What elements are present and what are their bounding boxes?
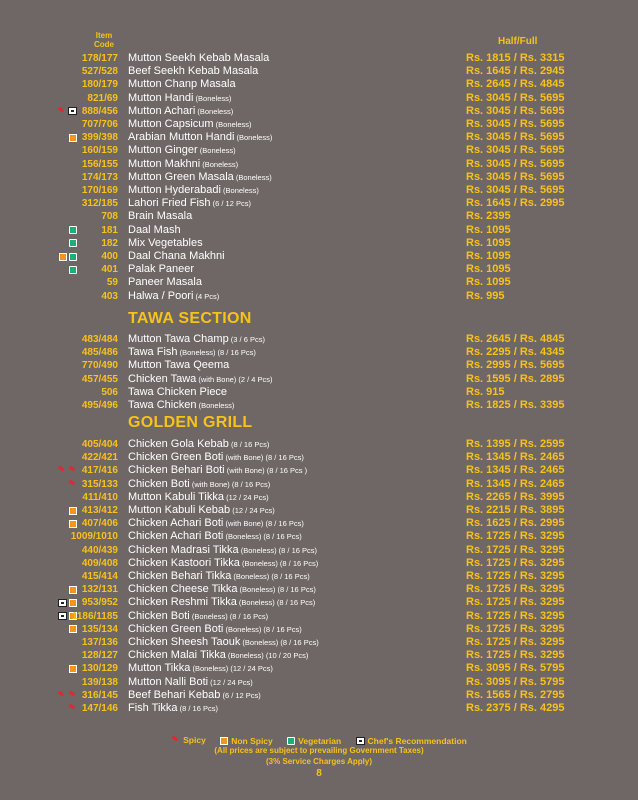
item-name-text: Mutton Capsicum [128,118,214,130]
half-full-header: Half/Full [498,36,538,47]
item-name [128,276,202,289]
item-name [128,504,275,517]
item-name [128,491,269,504]
item-name-text: Mutton Seekh Kebab Masala [128,52,270,64]
item-price: Rs. 2645 / Rs. 4845 [466,333,565,345]
item-code: 132/131 [81,584,118,596]
item-code-header [80,31,128,49]
item-name [128,662,273,675]
item-name-text: Mix Vegetables [128,236,203,249]
item-price: Rs. 1625 / Rs. 2995 [466,517,565,530]
item-name [128,131,272,144]
item-price: Rs. 3045 / Rs. 5695 [466,184,565,196]
item-price: Rs. 995 [466,289,505,302]
menu-item-row [0,689,638,702]
item-price: Rs. 1825 / Rs. 3395 [466,399,565,411]
item-name-text: Chicken Boti [128,609,190,622]
legend-nonspicy [220,736,273,746]
item-name [128,636,319,649]
item-detail: (12 / 24 Pcs) [208,677,253,687]
item-price: Rs. 1725 / Rs. 3295 [466,543,565,556]
item-detail: (Boneless) (8 / 16 Pcs) [240,638,319,647]
item-price: Rs. 1345 / Rs. 2465 [466,464,565,477]
item-name-text: Fish Tikka [128,702,178,714]
item-name-text: Mutton Tawa Champ [128,333,229,345]
item-price: Rs. 1815 / Rs. 3315 [466,52,565,64]
item-detail: (8 / 16 Pcs) [228,440,270,449]
item-price: Rs. 1645 / Rs. 2995 [466,197,565,210]
item-price: Rs. 2645 / Rs. 4845 [466,78,565,91]
item-name [128,596,315,609]
menu-item-row [0,610,638,623]
item-name-text: Chicken Tawa [128,372,197,385]
page-number: 8 [316,768,322,779]
item-price: Rs. 3045 / Rs. 5695 [466,131,565,144]
menu-item-row [0,623,638,636]
item-price: Rs. 1095 [466,236,511,249]
item-name [128,65,258,78]
item-price: Rs. 3045 / Rs. 5695 [466,170,565,183]
item-name-text: Beef Behari Kebab [128,688,221,701]
item-name [128,530,302,543]
item-name [128,158,238,171]
item-code: 170/169 [81,185,118,196]
item-name-text: Halwa / Poori [128,289,194,302]
menu-item-row [0,530,638,543]
item-price: Rs. 1725 / Rs. 3295 [466,596,565,609]
item-code: 707/706 [81,119,118,130]
item-name-text: Mutton Chanp Masala [128,78,236,91]
item-code: 770/490 [81,360,118,372]
section-title: GOLDEN GRILL [128,414,253,431]
chef-hat-icon [356,737,365,745]
item-price: Rs. 2995 / Rs. 5695 [466,359,565,372]
item-code: 180/179 [81,79,118,91]
item-code: 405/404 [81,439,118,450]
item-name-text: Lahori Fried Fish [128,197,211,210]
legend-spicy-label: Spicy [183,735,206,745]
item-name [128,171,272,184]
item-code: 457/455 [81,373,118,385]
menu-item-row [0,662,638,675]
item-code: 953/952 [81,597,118,609]
item-detail: (with Bone) (8 / 16 Pcs) [223,453,304,463]
item-code: 135/134 [81,623,118,635]
item-code: 506 [101,386,118,398]
item-code: 1009/1010 [70,531,118,543]
item-code: 128/127 [81,650,118,662]
item-name-text: Mutton Handi [128,91,194,104]
item-name-text: Chicken Boti [128,477,190,490]
item-name [128,197,251,210]
menu-item-row [0,504,638,517]
item-name-text: Chicken Sheesh Taouk [128,636,241,648]
item-price: Rs. 915 [466,385,505,398]
item-price: Rs. 1645 / Rs. 2945 [466,65,565,78]
item-name-text: Mutton Makhni [128,157,201,170]
item-name-text: Mutton Achari [128,104,196,117]
menu-item-row [0,544,638,557]
item-detail: (Boneless) [196,401,235,410]
legend [0,735,638,747]
item-detail: (6 / 12 Pcs) [220,690,261,700]
menu-item-row [0,491,638,504]
item-name-text: Tawa Chicken [128,399,197,411]
item-name [128,623,302,636]
item-code-label-line1: Item [95,31,113,40]
item-price: Rs. 1595 / Rs. 2895 [466,372,565,385]
menu-item-row [0,373,638,386]
item-price: Rs. 3095 / Rs. 5795 [466,662,565,675]
menu-item-row [0,118,638,131]
item-detail: (Boneless) [233,172,272,182]
menu-item-row [0,105,638,118]
item-name [128,544,317,557]
item-code: 59 [106,277,118,289]
menu-item-row [0,596,638,609]
item-price: Rs. 1345 / Rs. 2465 [466,477,565,490]
item-name-text: Chicken Achari Boti [128,530,224,543]
item-detail: (Boneless) (8 / 16 Pcs) [231,572,310,581]
item-name [128,689,261,702]
item-price: Rs. 1345 / Rs. 2465 [466,451,565,464]
item-price: Rs. 3095 / Rs. 5795 [466,675,565,688]
item-price: Rs. 2375 / Rs. 4295 [466,702,565,714]
item-name-text: Daal Mash [128,223,181,236]
item-code: 130/129 [81,663,118,675]
tax-note: (All prices are subject to prevailing Government Taxes) [214,746,424,755]
menu-item-row [0,237,638,250]
item-code: 1186/1185 [71,610,118,622]
item-detail: (3 / 6 Pcs) [228,335,265,344]
item-name [128,78,236,91]
item-name-text: Chicken Gola Kebab [128,438,229,450]
item-code: 403 [101,290,118,302]
item-code: 147/146 [81,703,118,714]
item-name [128,333,265,346]
item-price: Rs. 1725 / Rs. 3295 [466,636,565,648]
item-name [128,451,304,464]
legend-chef-label: Chef's Recommendation [367,735,467,746]
item-name-text: Beef Seekh Kebab Masala [128,65,259,78]
item-price: Rs. 1095 [466,276,511,289]
item-price: Rs. 1725 / Rs. 3295 [466,622,565,635]
item-name [128,464,307,477]
item-code: 401 [101,264,118,276]
item-name-text: Arabian Mutton Handi [128,131,235,144]
menu-item-row [0,92,638,105]
vegetarian-icon [287,737,295,745]
menu-item-row [0,276,638,289]
item-name-text: Chicken Reshmi Tikka [128,596,237,609]
menu-item-row [0,583,638,596]
item-price: Rs. 1095 [466,263,511,276]
item-name [128,359,229,372]
item-name [128,237,203,250]
item-code: 315/133 [81,478,118,490]
item-name-text: Chicken Green Boti [128,451,224,464]
item-name-text: Chicken Kastoori Tikka [128,556,240,569]
item-name [128,263,194,276]
item-code: 312/185 [81,198,118,210]
legend-veg-label: Vegetarian [298,735,342,746]
item-price: Rs. 2265 / Rs. 3995 [466,490,565,503]
item-price: Rs. 3045 / Rs. 5695 [466,91,565,104]
menu-item-row [0,517,638,530]
item-name-text: Chicken Malai Tikka [128,649,226,662]
item-price: Rs. 1725 / Rs. 3295 [466,609,565,622]
item-detail: (Boneless) [234,133,273,143]
item-price: Rs. 2295 / Rs. 4345 [466,346,565,359]
item-name [128,649,308,662]
item-detail: (Boneless) (8 / 16 Pcs) [189,611,269,621]
item-name [128,118,252,131]
item-name [128,290,219,303]
item-name-text: Mutton Kabuli Kebab [128,504,231,516]
item-name-text: Chicken Achari Boti [128,517,224,530]
item-code: 527/528 [81,66,118,78]
legend-chef [356,736,467,746]
menu-item-row [0,224,638,237]
item-price: Rs. 3045 / Rs. 5695 [466,118,565,130]
menu-item-row [0,52,638,65]
item-name [128,583,316,596]
item-detail: (Boneless) (8 / 16 Pcs) [177,348,256,358]
service-note: (3% Service Charges Apply) [266,757,372,766]
item-detail: (with Bone) (8 / 16 Pcs) [223,519,304,529]
menu-item-row [0,359,638,372]
item-price: Rs. 1725 / Rs. 3295 [466,583,565,596]
item-detail: (6 / 12 Pcs) [210,199,251,209]
item-code: 156/155 [81,158,118,170]
menu-item-row [0,197,638,210]
item-name-text: Mutton Hyderabadi [128,184,221,196]
menu-item-row [0,158,638,171]
menu-item-row [0,210,638,223]
item-code: 415/414 [81,571,118,582]
item-name [128,224,181,237]
menu-item-row [0,171,638,184]
legend-nonspicy-label: Non Spicy [231,735,273,746]
item-code: 422/421 [81,452,118,464]
item-price: Rs. 1725 / Rs. 3295 [466,649,565,662]
item-detail: (with Bone) (8 / 16 Pcs ) [224,466,308,476]
item-code: 483/484 [81,334,118,345]
menu-item-row [0,346,638,359]
item-code: 888/456 [81,105,118,117]
item-code: 316/145 [81,689,118,701]
item-detail: (8 / 16 Pcs) [177,704,218,713]
legend-veg [287,736,341,746]
item-price: Rs. 3045 / Rs. 5695 [466,157,565,170]
item-detail: (Boneless) (8 / 16 Pcs) [237,585,316,595]
item-name-text: Tawa Chicken Piece [128,385,228,398]
menu-item-row [0,557,638,570]
menu-item-row [0,438,638,451]
item-name-text: Mutton Kabuli Tikka [128,490,224,503]
item-code: 174/173 [81,171,118,183]
item-detail: (12 / 24 Pcs) [224,492,269,502]
menu-item-row [0,290,638,303]
item-code: 178/177 [81,53,118,64]
item-code: 495/496 [81,400,118,411]
legend-spicy [171,735,206,745]
menu-item-row [0,464,638,477]
item-code: 139/138 [81,676,118,688]
menu-item-row [0,333,638,346]
item-name-text: Palak Paneer [128,263,195,276]
item-code: 137/136 [81,637,118,648]
item-name-text: Mutton Tawa Qeema [128,359,230,372]
item-name-text: Daal Chana Makhni [128,250,225,262]
menu-item-row [0,636,638,649]
item-price: Rs. 2395 [466,210,511,223]
menu-item-row [0,65,638,78]
item-name-text: Mutton Green Masala [128,170,234,183]
item-name [128,610,268,623]
menu-item-row [0,78,638,91]
menu-item-row [0,184,638,197]
item-name [128,52,269,65]
menu-item-row [0,451,638,464]
item-name [128,105,233,118]
item-price: Rs. 1725 / Rs. 3295 [466,530,565,543]
section-title: TAWA SECTION [128,310,252,327]
item-detail: (Boneless) (8 / 16 Pcs) [239,558,319,568]
item-code: 417/416 [81,465,118,477]
chili-icon [171,736,180,745]
item-detail: (Boneless) (10 / 20 Pcs) [225,651,309,661]
item-code: 182 [101,237,118,249]
menu-item-row [0,131,638,144]
item-code: 409/408 [81,557,118,569]
item-name-text: Chicken Madrasi Tikka [128,543,239,556]
item-code: 411/410 [82,491,118,503]
item-detail: (4 Pcs) [193,291,220,301]
menu-item-row [0,386,638,399]
item-detail: (Boneless) [197,146,236,156]
item-code: 181 [101,224,118,236]
item-code: 400 [101,251,118,262]
item-detail: (Boneless) (8 / 16 Pcs) [236,598,316,608]
item-name-text: Brain Masala [128,210,193,223]
menu-item-row [0,649,638,662]
item-name [128,184,259,197]
item-name [128,250,225,263]
item-detail: (Boneless) (8 / 16 Pcs) [238,545,318,555]
menu-item-row [0,399,638,412]
item-detail: (Boneless) (8 / 16 Pcs) [223,532,302,542]
item-name [128,210,192,223]
item-code: 413/412 [81,505,118,516]
item-name-text: Chicken Behari Tikka [128,570,232,582]
item-name-text: Tawa Fish [128,346,178,359]
item-name [128,346,256,359]
item-name-text: Chicken Green Boti [128,622,224,635]
item-price: Rs. 1095 [466,250,511,262]
item-detail: (Boneless) [220,186,259,195]
item-price: Rs. 1095 [466,223,511,236]
item-price: Rs. 2215 / Rs. 3895 [466,504,565,516]
item-detail: (Boneless) (8 / 16 Pcs) [223,624,302,634]
item-name [128,557,318,570]
menu-item-row [0,478,638,491]
item-detail: (with Bone) (8 / 16 Pcs) [189,479,271,489]
item-code: 485/486 [81,347,118,359]
item-detail: (12 / 24 Pcs) [230,506,275,515]
menu-item-row [0,702,638,715]
item-price: Rs. 1725 / Rs. 3295 [466,570,565,582]
item-name [128,478,270,491]
item-name [128,373,273,386]
item-price: Rs. 3045 / Rs. 5695 [466,104,565,117]
item-code: 399/398 [81,132,118,144]
item-detail: (Boneless) (12 / 24 Pcs) [190,664,273,674]
menu-item-row [0,250,638,263]
menu-item-row [0,570,638,583]
item-name-text: Paneer Masala [128,276,202,289]
menu-item-row [0,676,638,689]
item-name [128,92,231,105]
item-code-label-line2: Code [94,40,114,49]
item-price: Rs. 3045 / Rs. 5695 [466,144,565,157]
item-detail: (Boneless) [195,106,234,116]
item-detail: (Boneless) [193,93,232,103]
item-code: 160/159 [81,145,118,157]
item-name [128,702,218,715]
item-name [128,399,234,412]
item-name [128,676,253,689]
item-name-text: Mutton Nalli Boti [128,675,209,688]
item-price: Rs. 1565 / Rs. 2795 [466,688,565,701]
item-code: 407/406 [81,518,118,530]
item-name [128,570,310,583]
item-name-text: Chicken Behari Boti [128,464,225,477]
item-detail: (Boneless) [200,159,239,169]
item-price: Rs. 1395 / Rs. 2595 [466,438,565,450]
item-name [128,144,236,157]
item-name-text: Mutton Ginger [128,144,198,157]
menu-item-row [0,144,638,157]
item-price: Rs. 1725 / Rs. 3295 [466,556,565,569]
item-detail: (with Bone) (2 / 4 Pcs) [196,374,273,384]
item-name [128,438,269,451]
menu-item-row [0,263,638,276]
item-name-text: Mutton Tikka [128,662,191,675]
item-name [128,386,227,399]
item-detail: (Boneless) [213,120,252,129]
item-code: 440/439 [81,544,118,556]
item-code: 821/69 [87,92,118,104]
item-name-text: Chicken Cheese Tikka [128,583,238,596]
item-code: 708 [101,211,118,223]
item-name [128,517,304,530]
non-spicy-icon [220,737,228,745]
